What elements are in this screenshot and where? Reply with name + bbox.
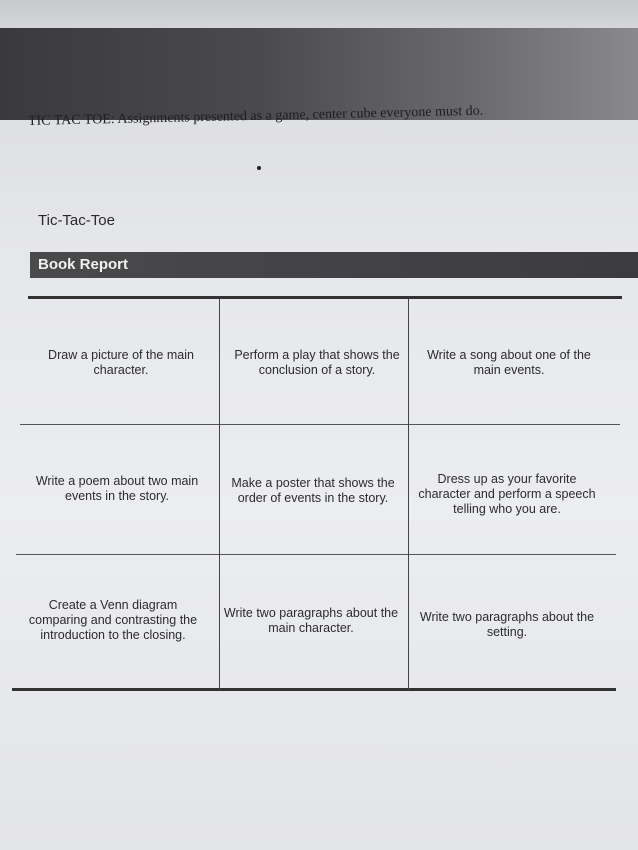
page-title: Tic-Tac-Toe <box>38 212 115 229</box>
grid-cell-r3c3: Write two paragraphs about the setting. <box>419 610 595 639</box>
grid-cell-r1c3: Write a song about one of the main events. <box>427 348 591 377</box>
grid-cell-r2c2: Make a poster that shows the order of events in the story. <box>231 476 395 505</box>
page-edge <box>0 0 638 30</box>
grid-cell-r2c3: Dress up as your favorite character and perform a speech telling who you are. <box>418 472 596 516</box>
tic-tac-toe-grid <box>22 296 622 692</box>
grid-cell-r1c2: Perform a play that shows the conclusion of a story. <box>234 348 400 377</box>
grid-cell-r1c1: Draw a picture of the main character. <box>48 348 194 377</box>
section-header-bar <box>30 252 638 278</box>
bullet-dot <box>257 166 261 170</box>
grid-cell-r2c1: Write a poem about two main events in the story. <box>35 474 199 503</box>
grid-cell-r3c1: Create a Venn diagram comparing and contrasting the introduction to the closing. <box>28 598 198 642</box>
grid-line-row2 <box>16 554 616 555</box>
grid-cell-r3c2: Write two paragraphs about the main character. <box>223 606 399 635</box>
assignment-instruction: TIC TAC TOE: Assignments presented as a game, center cube everyone must do. <box>27 103 484 129</box>
grid-line-top <box>28 296 622 299</box>
grid-line-bottom <box>12 688 616 691</box>
section-label: Book Report <box>38 256 128 273</box>
grid-line-row1 <box>20 424 620 425</box>
